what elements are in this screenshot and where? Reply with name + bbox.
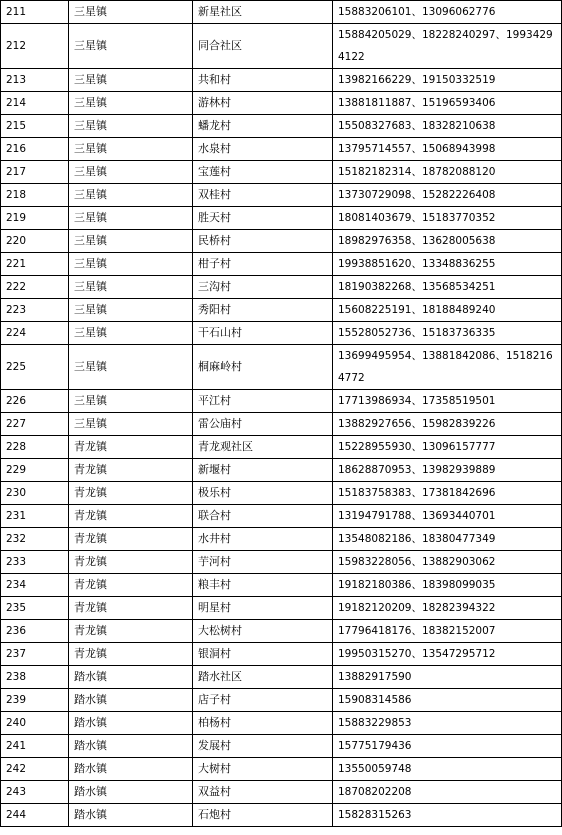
table-row [1, 482, 562, 505]
row-number-cell: 223 [1, 299, 69, 322]
town-cell: 三星镇 [69, 1, 193, 24]
town-cell: 三星镇 [69, 230, 193, 253]
town-cell: 青龙镇 [69, 551, 193, 574]
table-row [1, 276, 562, 299]
table-row [1, 574, 562, 597]
phone-cell: 18708202208 [333, 781, 562, 804]
phone-cell: 19182120209、18282394322 [333, 597, 562, 620]
row-number-cell: 211 [1, 1, 69, 24]
town-cell: 青龙镇 [69, 643, 193, 666]
row-number-cell: 236 [1, 620, 69, 643]
row-number-cell: 232 [1, 528, 69, 551]
table-row [1, 758, 562, 781]
village-cell: 新堰村 [193, 459, 333, 482]
row-number-cell: 214 [1, 92, 69, 115]
table-row [1, 436, 562, 459]
town-cell: 三星镇 [69, 69, 193, 92]
town-cell: 三星镇 [69, 322, 193, 345]
table-row [1, 689, 562, 712]
village-cell: 石炮村 [193, 804, 333, 827]
row-number-cell: 220 [1, 230, 69, 253]
row-number-cell: 231 [1, 505, 69, 528]
village-cell: 三沟村 [193, 276, 333, 299]
village-cell: 店子村 [193, 689, 333, 712]
table-body [1, 0, 562, 827]
table-row [1, 712, 562, 735]
town-cell: 青龙镇 [69, 528, 193, 551]
village-cell: 大松树村 [193, 620, 333, 643]
phone-cell: 13882927656、15982839226 [333, 413, 562, 436]
town-cell: 三星镇 [69, 24, 193, 69]
table-row [1, 781, 562, 804]
village-cell: 青龙观社区 [193, 436, 333, 459]
village-cell: 柑子村 [193, 253, 333, 276]
village-cell: 发展村 [193, 735, 333, 758]
row-number-cell: 229 [1, 459, 69, 482]
phone-cell: 15883229853 [333, 712, 562, 735]
town-cell: 青龙镇 [69, 482, 193, 505]
row-number-cell: 224 [1, 322, 69, 345]
phone-cell: 15908314586 [333, 689, 562, 712]
town-cell: 三星镇 [69, 115, 193, 138]
row-number-cell: 221 [1, 253, 69, 276]
phone-cell: 15775179436 [333, 735, 562, 758]
phone-cell: 18190382268、13568534251 [333, 276, 562, 299]
village-cell: 宝莲村 [193, 161, 333, 184]
phone-cell: 15228955930、13096157777 [333, 436, 562, 459]
table-row [1, 138, 562, 161]
town-cell: 踏水镇 [69, 781, 193, 804]
row-number-cell: 241 [1, 735, 69, 758]
town-cell: 三星镇 [69, 161, 193, 184]
row-number-cell: 243 [1, 781, 69, 804]
phone-cell: 15983228056、13882903062 [333, 551, 562, 574]
village-cell: 干石山村 [193, 322, 333, 345]
table-row [1, 413, 562, 436]
table-row [1, 230, 562, 253]
row-number-cell: 234 [1, 574, 69, 597]
town-cell: 踏水镇 [69, 758, 193, 781]
row-number-cell: 244 [1, 804, 69, 827]
phone-cell: 15884205029、18228240297、19934294122 [333, 24, 562, 69]
table-row [1, 528, 562, 551]
row-number-cell: 225 [1, 345, 69, 390]
phone-cell: 18081403679、15183770352 [333, 207, 562, 230]
village-cell: 粮丰村 [193, 574, 333, 597]
town-cell: 三星镇 [69, 184, 193, 207]
village-cell: 蟠龙村 [193, 115, 333, 138]
village-cell: 明星村 [193, 597, 333, 620]
phone-cell: 13730729098、15282226408 [333, 184, 562, 207]
row-number-cell: 216 [1, 138, 69, 161]
village-cell: 共和村 [193, 69, 333, 92]
village-cell: 极乐村 [193, 482, 333, 505]
town-cell: 三星镇 [69, 345, 193, 390]
village-cell: 平江村 [193, 390, 333, 413]
row-number-cell: 239 [1, 689, 69, 712]
phone-cell: 19182180386、18398099035 [333, 574, 562, 597]
row-number-cell: 212 [1, 24, 69, 69]
phone-cell: 19950315270、13547295712 [333, 643, 562, 666]
town-cell: 青龙镇 [69, 597, 193, 620]
village-cell: 同合社区 [193, 24, 333, 69]
table-row [1, 299, 562, 322]
town-cell: 踏水镇 [69, 666, 193, 689]
row-number-cell: 215 [1, 115, 69, 138]
table-row [1, 505, 562, 528]
row-number-cell: 238 [1, 666, 69, 689]
phone-cell: 17796418176、18382152007 [333, 620, 562, 643]
village-cell: 银洞村 [193, 643, 333, 666]
phone-cell: 13795714557、15068943998 [333, 138, 562, 161]
town-cell: 踏水镇 [69, 689, 193, 712]
table-row [1, 597, 562, 620]
table-row [1, 24, 562, 69]
row-number-cell: 227 [1, 413, 69, 436]
phone-cell: 13194791788、13693440701 [333, 505, 562, 528]
town-cell: 青龙镇 [69, 574, 193, 597]
table-row [1, 804, 562, 827]
table-row [1, 253, 562, 276]
village-cell: 踏水社区 [193, 666, 333, 689]
table-row [1, 322, 562, 345]
phone-cell: 15528052736、15183736335 [333, 322, 562, 345]
table-row [1, 666, 562, 689]
row-number-cell: 226 [1, 390, 69, 413]
phone-cell: 13548082186、18380477349 [333, 528, 562, 551]
table-row [1, 345, 562, 390]
town-cell: 踏水镇 [69, 712, 193, 735]
row-number-cell: 219 [1, 207, 69, 230]
phone-cell: 13982166229、19150332519 [333, 69, 562, 92]
phone-cell: 13881811887、15196593406 [333, 92, 562, 115]
town-cell: 三星镇 [69, 390, 193, 413]
village-cell: 水泉村 [193, 138, 333, 161]
phone-cell: 17713986934、17358519501 [333, 390, 562, 413]
phone-cell: 13882917590 [333, 666, 562, 689]
row-number-cell: 213 [1, 69, 69, 92]
phone-cell: 13550059748 [333, 758, 562, 781]
town-cell: 三星镇 [69, 276, 193, 299]
town-cell: 三星镇 [69, 253, 193, 276]
village-cell: 雷公庙村 [193, 413, 333, 436]
town-cell: 踏水镇 [69, 804, 193, 827]
phone-cell: 15828315263 [333, 804, 562, 827]
row-number-cell: 235 [1, 597, 69, 620]
phone-cell: 18982976358、13628005638 [333, 230, 562, 253]
row-number-cell: 242 [1, 758, 69, 781]
village-cell: 水井村 [193, 528, 333, 551]
town-cell: 青龙镇 [69, 436, 193, 459]
table-row [1, 115, 562, 138]
phone-cell: 15508327683、18328210638 [333, 115, 562, 138]
phone-cell: 15182182314、18782088120 [333, 161, 562, 184]
row-number-cell: 233 [1, 551, 69, 574]
table-row [1, 1, 562, 24]
table-row [1, 184, 562, 207]
village-cell: 联合村 [193, 505, 333, 528]
phone-cell: 19938851620、13348836255 [333, 253, 562, 276]
table-row [1, 551, 562, 574]
town-cell: 青龙镇 [69, 505, 193, 528]
village-cell: 大树村 [193, 758, 333, 781]
town-cell: 三星镇 [69, 138, 193, 161]
village-cell: 桐麻岭村 [193, 345, 333, 390]
village-cell: 双益村 [193, 781, 333, 804]
village-cell: 游林村 [193, 92, 333, 115]
village-cell: 秀阳村 [193, 299, 333, 322]
phone-cell: 15608225191、18188489240 [333, 299, 562, 322]
village-cell: 民桥村 [193, 230, 333, 253]
village-cell: 柏杨村 [193, 712, 333, 735]
table-row [1, 207, 562, 230]
town-cell: 三星镇 [69, 299, 193, 322]
row-number-cell: 240 [1, 712, 69, 735]
village-cell: 双桂村 [193, 184, 333, 207]
row-number-cell: 217 [1, 161, 69, 184]
table-row [1, 161, 562, 184]
table-row [1, 620, 562, 643]
phone-cell: 15183758383、17381842696 [333, 482, 562, 505]
table-row [1, 69, 562, 92]
row-number-cell: 222 [1, 276, 69, 299]
row-number-cell: 230 [1, 482, 69, 505]
town-cell: 三星镇 [69, 92, 193, 115]
row-number-cell: 237 [1, 643, 69, 666]
table-row [1, 92, 562, 115]
row-number-cell: 228 [1, 436, 69, 459]
village-cell: 新星社区 [193, 1, 333, 24]
town-cell: 三星镇 [69, 207, 193, 230]
phone-cell: 13699495954、13881842086、15182164772 [333, 345, 562, 390]
town-cell: 踏水镇 [69, 735, 193, 758]
table-row [1, 643, 562, 666]
village-cell: 胜天村 [193, 207, 333, 230]
phone-cell: 18628870953、13982939889 [333, 459, 562, 482]
village-cell: 芋河村 [193, 551, 333, 574]
phone-cell: 15883206101、13096062776 [333, 1, 562, 24]
table-row [1, 735, 562, 758]
town-cell: 青龙镇 [69, 459, 193, 482]
table-row [1, 390, 562, 413]
town-cell: 青龙镇 [69, 620, 193, 643]
table-row [1, 459, 562, 482]
town-cell: 三星镇 [69, 413, 193, 436]
row-number-cell: 218 [1, 184, 69, 207]
